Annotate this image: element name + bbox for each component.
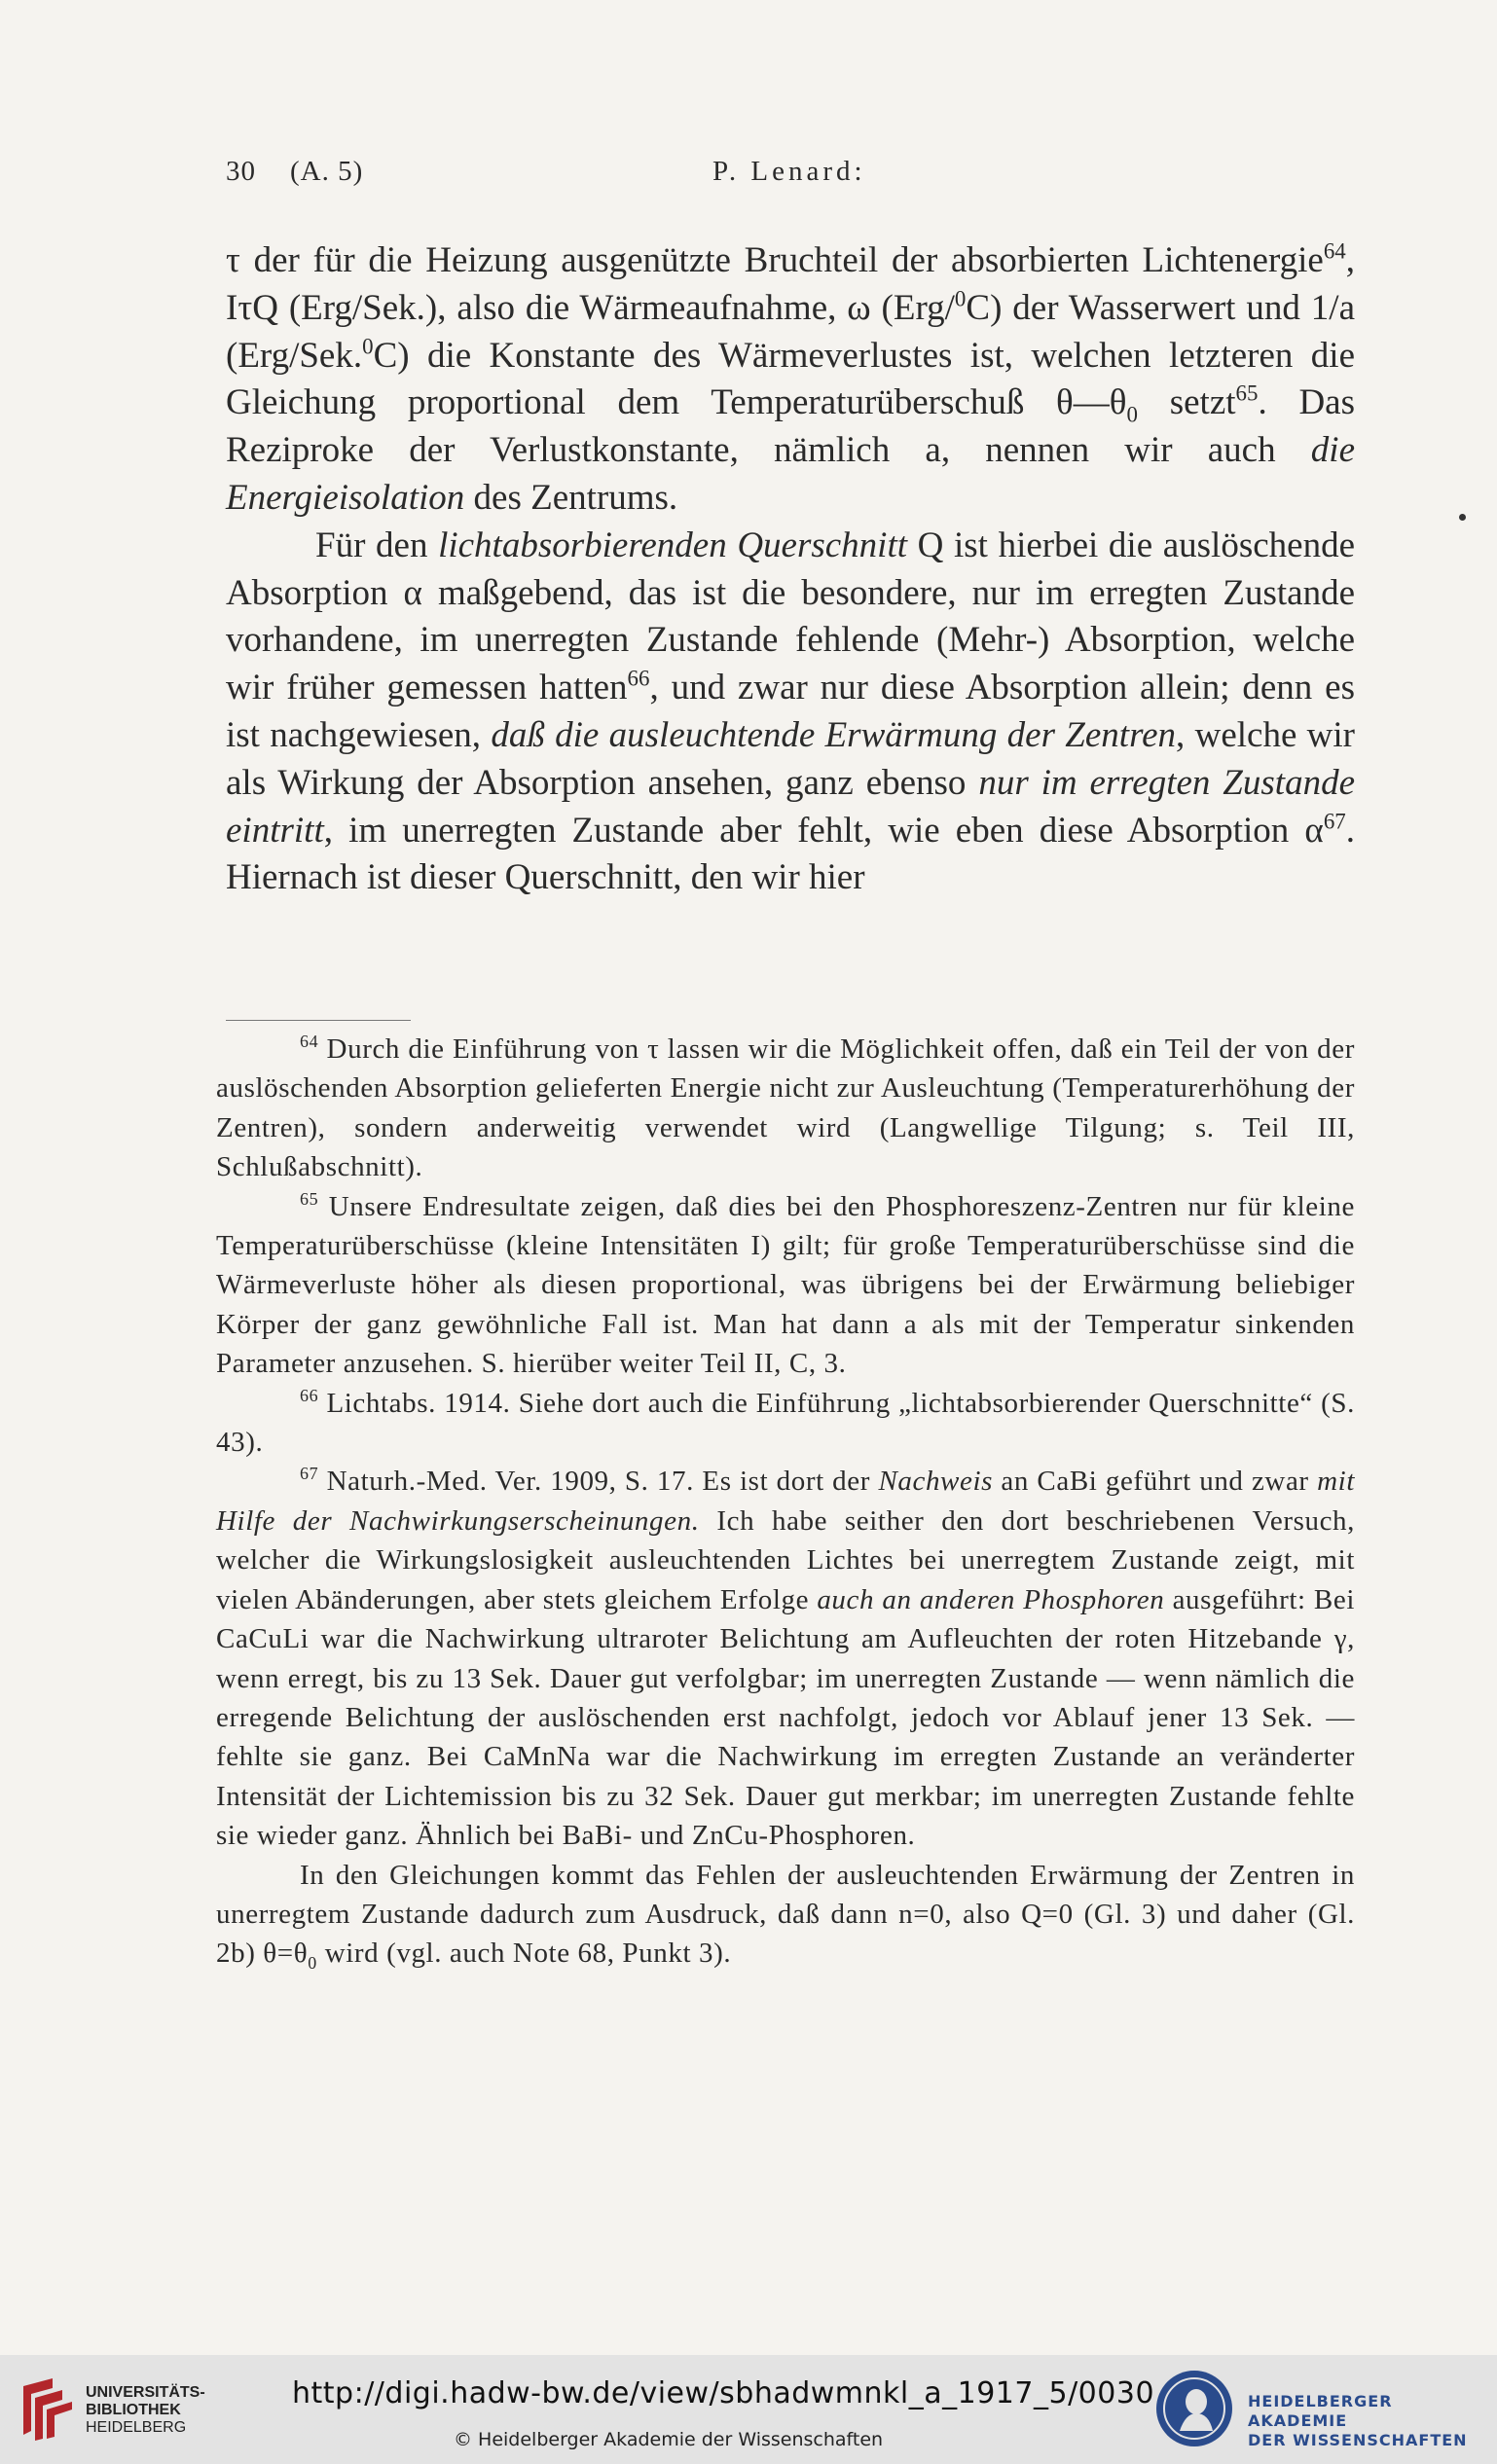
emphasis: die Energieisolation [226, 430, 1355, 518]
footnote-ref-66: 66 [627, 666, 650, 691]
footnote-number: 64 [300, 1032, 319, 1052]
emphasis: auch an anderen Phosphoren [817, 1583, 1165, 1615]
academy-name [1248, 2392, 1497, 2450]
paragraph-1 [226, 237, 1355, 523]
subscript: 0 [1126, 402, 1138, 427]
academy-line: DER WISSENSCHAFTEN [1248, 2431, 1468, 2449]
viewer-footer [0, 2355, 1497, 2464]
emphasis: nur im erregten Zustande eintritt [226, 762, 1355, 851]
library-line: BIBLIOTHEK [86, 2402, 181, 2418]
footnote-text: wird (vgl. auch Note 68, Punkt 3). [316, 1938, 732, 1970]
footnote-text: Durch die Einführung von τ lassen wir die Möglichkeit offen, daß ein Teil der von der auslöschenden Absorption gelieferten Energie nicht zur Ausleuchtung (Temperaturerhöhung der Zentren), sondern anderweitig verwendet wird (Langwellige Tilgung; s. Teil III, Schlußabschnitt). [216, 1033, 1355, 1183]
text-run: C) der Wasserwert und 1/a (Erg/Sek. [226, 287, 1355, 376]
section-label: (A. 5) [290, 156, 364, 187]
text-run: . Das Reziproke der Verlustkonstante, nämlich a, nennen wir auch [226, 382, 1355, 471]
footnote-64 [216, 1030, 1355, 1187]
subscript: 0 [308, 1953, 317, 1974]
permalink-url[interactable]: http://digi.hadw-bw.de/view/sbhadwmnkl_a_1917_5/0030 [292, 2376, 1155, 2410]
footnote-text: In den Gleichungen kommt das Fehlen der ausleuchtenden Erwärmung der Zentren in unerregtem Zustande dadurch zum Ausdruck, daß dann n=0, also Q=0 (Gl. 3) und daher (Gl. 2b) θ=θ [216, 1859, 1355, 1970]
footnote-text: Lichtabs. 1914. Siehe dort auch die Einführung „lichtabsorbierender Querschnitte“ (S. 43). [216, 1387, 1355, 1459]
emphasis: daß die ausleuchtende Erwärmung der Zentren [491, 714, 1177, 755]
footnote-number: 66 [300, 1385, 319, 1405]
footnote-text: ausgeführt: Bei CaCuLi war die Nachwirkung ultraroter Belichtung am Aufleuchten der roten Hitzebande γ, wenn erregt, bis zu 13 Sek. Dauer gut verfolgbar; im unerregten Zustande — wenn nämlich die erregende Belichtung der auslöschenden erst nachfolgt, jedoch vor Ablauf jener 13 Sek. — fehlte sie ganz. Bei CaMnNa war die Nachwirkung im erregten Zustande an veränderter Intensität der Lichtemission bis zu 32 Sek. Dauer gut merkbar; im unerregten Zustande fehlte sie wieder ganz. Ähnlich bei BaBi- und ZnCu-Phosphoren. [216, 1583, 1355, 1852]
footnote-ref-64: 64 [1323, 238, 1346, 264]
academy-seal-icon [1154, 2369, 1234, 2448]
footnote-text: Ich habe seither den dort beschriebenen Versuch, welcher die Wirkungslosigkeit ausleuchtenden Lichtes bei unerregtem Zustande zeigt, mit vielen Abänderungen, aber stets gleichem Erfolge [216, 1504, 1355, 1615]
page-number: 30 [226, 156, 256, 187]
text-run: , im unerregten Zustande aber fehlt, wie eben diese Absorption α [323, 810, 1324, 851]
emphasis: Nachweis [878, 1466, 994, 1498]
text-run: C) die Konstante des Wärmeverlustes ist, welchen letzteren die Gleichung proportional dem Temperaturüberschuß θ—θ [226, 335, 1355, 423]
library-line: UNIVERSITÄTS- [86, 2384, 205, 2401]
text-run: . Hiernach ist dieser Querschnitt, den wir hier [226, 810, 1355, 898]
text-run: τ der für die Heizung ausgenützte Bruchteil der absorbierten Lichtenergie [226, 240, 1324, 280]
footnote-66 [216, 1384, 1355, 1463]
text-run: Für den [315, 525, 439, 565]
footnote-67 [216, 1462, 1355, 1855]
footnote-text: Unsere Endresultate zeigen, daß dies bei den Phosphoreszenz-Zentren nur für kleine Temperaturüberschüsse (kleine Intensitäten I) gilt; für große Temperaturüberschüsse sind die Wärmeverluste höher als diesen proportional, was übrigens bei der Erwärmung beliebiger Körper der ganz gewöhnliche Fall ist. Man hat dann a als mit der Temperatur sinkenden Parameter anzusehen. S. hierüber weiter Teil II, C, 3. [216, 1190, 1355, 1380]
text-run: Q ist hierbei die auslöschende Absorption α maßgebend, das ist die besondere, nur im erregten Zustande vorhandene, im unerregten Zustande fehlende (Mehr-) Absorption, welche wir früher gemessen hatten [226, 525, 1356, 708]
paragraph-2 [226, 523, 1355, 902]
copyright-notice: © Heidelberger Akademie der Wissenschaften [454, 2429, 884, 2450]
main-text [226, 237, 1355, 902]
footnote-divider [226, 1020, 411, 1021]
running-header [226, 156, 1355, 199]
margin-dot [1459, 514, 1466, 521]
academy-line: HEIDELBERGER AKADEMIE [1248, 2392, 1393, 2430]
library-line: HEIDELBERG [86, 2419, 187, 2436]
footnote-ref-65: 65 [1235, 380, 1259, 406]
degree-mark: 0 [362, 333, 374, 358]
degree-mark: 0 [954, 286, 967, 311]
emphasis: lichtabsorbierenden Querschnitt [438, 525, 908, 565]
author-name: P. Lenard: [712, 156, 866, 187]
footnote-65 [216, 1187, 1355, 1384]
footnote-67-continuation [216, 1856, 1355, 1974]
university-library-logo-icon [14, 2374, 76, 2443]
text-run: , und zwar nur diese Absorption allein; denn es ist nachgewiesen, [226, 668, 1355, 755]
university-library-name [86, 2384, 205, 2437]
footnote-number: 67 [300, 1464, 319, 1484]
footnote-number: 65 [300, 1188, 319, 1209]
text-run: des Zentrums. [464, 477, 678, 518]
emphasis: mit Hilfe der Nachwirkungserscheinungen. [216, 1466, 1355, 1537]
footnote-ref-67: 67 [1323, 808, 1346, 833]
text-run: , welche wir als Wirkung der Absorption ansehen, ganz ebenso [226, 714, 1355, 803]
footnote-text: Naturh.-Med. Ver. 1909, S. 17. Es ist dort der [318, 1466, 879, 1498]
text-run: , IτQ (Erg/Sek.), also die Wärmeaufnahme, ω (Erg/ [226, 240, 1355, 328]
text-run: setzt [1137, 382, 1236, 423]
footnotes [216, 1030, 1355, 1974]
footnote-text: an CaBi geführt und zwar [993, 1466, 1318, 1498]
